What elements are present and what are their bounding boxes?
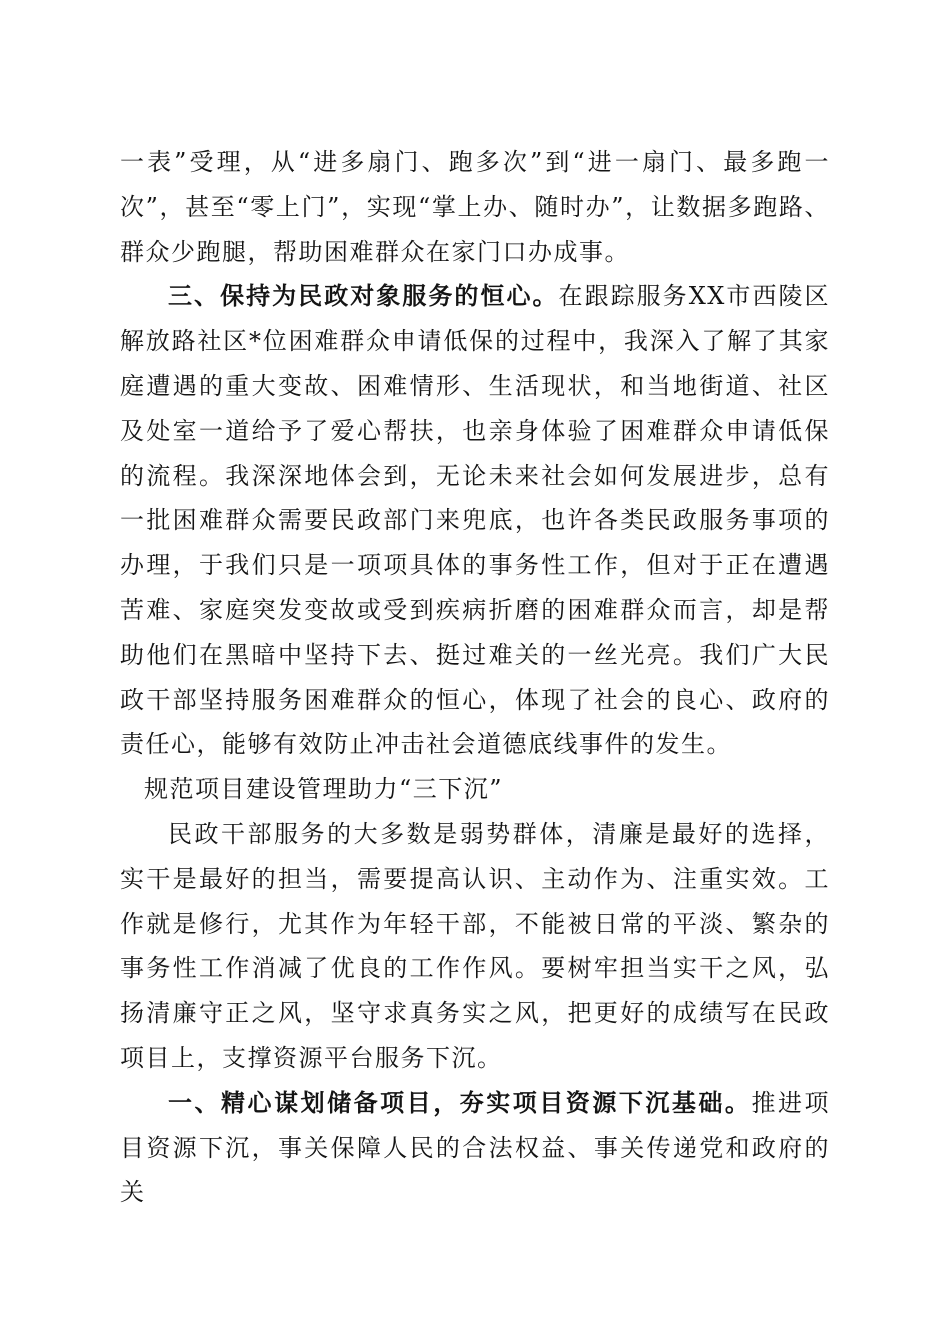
document-page <box>120 140 830 1215</box>
section-one-paragraph <box>120 1081 830 1215</box>
section-three-body: 在跟踪服务XX市西陵区解放路社区*位困难群众申请低保的过程中，我深入了解了其家庭遭遇的重大变故、困难情形、生活现状，和当地街道、社区及处室一道给予了爱心帮扶，也亲身体验了困难群众申请低保的流程。我深深地体会到，无论未来社会如何发展进步，总有一批困难群众需要民政部门来兜底，也许各类民政服务事项的办理，于我们只是一项项具体的事务性工作，但对于正在遭遇苦难、家庭突发变故或受到疾病折磨的困难群众而言，却是帮助他们在黑暗中坚持下去、挺过难关的一丝光亮。我们广大民政干部坚持服务困难群众的恒心，体现了社会的良心、政府的责任心，能够有效防止冲击社会道德底线事件的发生。 <box>120 282 831 759</box>
intro-paragraph: 民政干部服务的大多数是弱势群体，清廉是最好的选择，实干是最好的担当，需要提高认识、主动作为、注重实效。工作就是修行，尤其作为年轻干部，不能被日常的平淡、繁杂的事务性工作消减了优良的工作作风。要树牢担当实干之风，弘扬清廉守正之风，坚守求真务实之风，把更好的成绩写在民政项目上，支撑资源平台服务下沉。 <box>120 819 830 1072</box>
continuation-paragraph: 一表”受理，从“进多扇门、跑多次”到“进一扇门、最多跑一次”，甚至“零上门”，实现“掌上办、随时办”，让数据多跑路、群众少跑腿，帮助困难群众在家门口办成事。 <box>120 148 830 266</box>
article-title: 规范项目建设管理助力“三下沉” <box>144 775 504 804</box>
section-one-body: 推进项目资源下沉，事关保障人民的合法权益、事关传递党和政府的关 <box>120 1088 831 1207</box>
section-one-heading: 一、精心谋划储备项目，夯实项目资源下沉基础。 <box>168 1088 752 1117</box>
section-three-heading: 三、保持为民政对象服务的恒心。 <box>168 282 559 311</box>
section-three-paragraph <box>120 274 830 767</box>
